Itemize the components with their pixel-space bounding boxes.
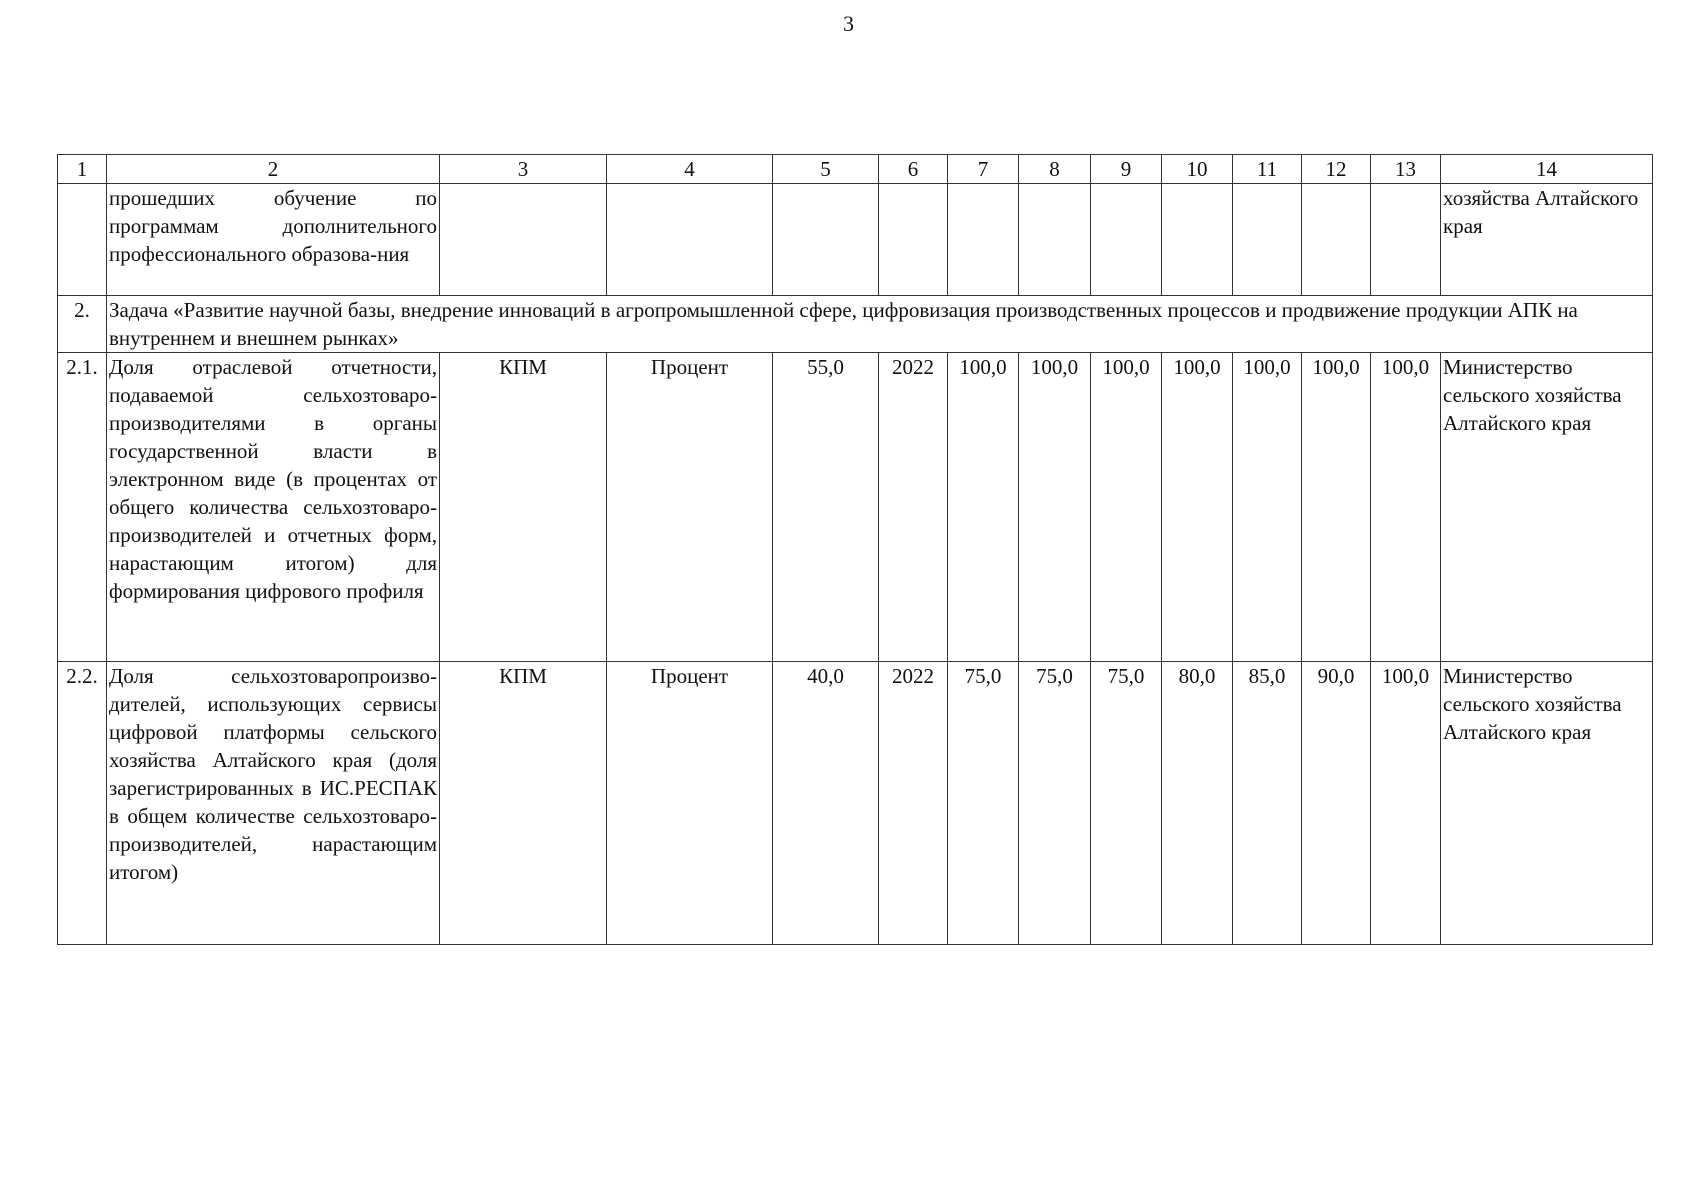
task-number: 2. [58,296,107,353]
empty-cell [1019,184,1091,296]
target-value: 100,0 [1019,353,1091,662]
indicator-number: 2.1. [58,353,107,662]
target-value: 100,0 [1302,353,1371,662]
column-number-header: 6 [879,155,948,184]
responsible-agency: хозяйства Алтайского края [1441,184,1653,296]
indicator-source: КПМ [440,662,607,945]
column-number-header: 12 [1302,155,1371,184]
base-value: 55,0 [773,353,879,662]
column-number-header: 7 [948,155,1019,184]
column-number-header: 1 [58,155,107,184]
empty-cell [440,184,607,296]
indicators-table [57,154,1653,945]
indicator-row [58,662,1653,945]
target-value: 100,0 [1371,662,1441,945]
target-value: 100,0 [948,353,1019,662]
column-number-header: 10 [1162,155,1233,184]
column-number-header: 9 [1091,155,1162,184]
target-value: 85,0 [1233,662,1302,945]
base-year: 2022 [879,353,948,662]
continuation-row [58,184,1653,296]
base-value: 40,0 [773,662,879,945]
empty-cell [1233,184,1302,296]
responsible-agency: Министерство сельского хозяйства Алтайского края [1441,353,1653,662]
task-title: Задача «Развитие научной базы, внедрение инноваций в агропромышленной сфере, цифровизация производственных процессов и продвижение продукции АПК на внутреннем и внешнем рынках» [107,296,1653,353]
column-number-header: 3 [440,155,607,184]
target-value: 80,0 [1162,662,1233,945]
column-number-header: 2 [107,155,440,184]
column-number-header: 5 [773,155,879,184]
target-value: 100,0 [1091,353,1162,662]
column-number-header: 13 [1371,155,1441,184]
empty-cell [607,184,773,296]
column-number-header: 4 [607,155,773,184]
target-value: 75,0 [1091,662,1162,945]
task-row [58,296,1653,353]
indicator-unit: Процент [607,353,773,662]
empty-cell [1302,184,1371,296]
target-value: 90,0 [1302,662,1371,945]
target-value: 100,0 [1371,353,1441,662]
target-value: 100,0 [1233,353,1302,662]
page-number: 3 [843,11,854,36]
indicator-name-continued: прошедших обучение по программам дополнительного профессионального образова-ния [107,184,440,296]
base-year: 2022 [879,662,948,945]
indicator-row [58,353,1653,662]
indicator-source: КПМ [440,353,607,662]
target-value: 75,0 [1019,662,1091,945]
column-number-header: 11 [1233,155,1302,184]
table-header-row [58,155,1653,184]
empty-cell [773,184,879,296]
indicator-name: Доля отраслевой отчетности, подаваемой сельхозтоваро-производителями в органы государственной власти в электронном виде (в процентах от общего количества сельхозтоваро-производителей и отчетных форм, нарастающим итогом) для формирования цифрового профиля [107,353,440,662]
empty-cell [948,184,1019,296]
empty-cell [58,184,107,296]
column-number-header: 14 [1441,155,1653,184]
responsible-agency: Министерство сельского хозяйства Алтайского края [1441,662,1653,945]
target-value: 75,0 [948,662,1019,945]
empty-cell [1162,184,1233,296]
empty-cell [879,184,948,296]
column-number-header: 8 [1019,155,1091,184]
indicator-name: Доля сельхозтоваропроизво-дителей, использующих сервисы цифровой платформы сельского хозяйства Алтайского края (доля зарегистрированных в ИС.РЕСПАК в общем количестве сельхозтоваро-производителей, нарастающим итогом) [107,662,440,945]
empty-cell [1371,184,1441,296]
indicator-number: 2.2. [58,662,107,945]
indicator-unit: Процент [607,662,773,945]
empty-cell [1091,184,1162,296]
target-value: 100,0 [1162,353,1233,662]
